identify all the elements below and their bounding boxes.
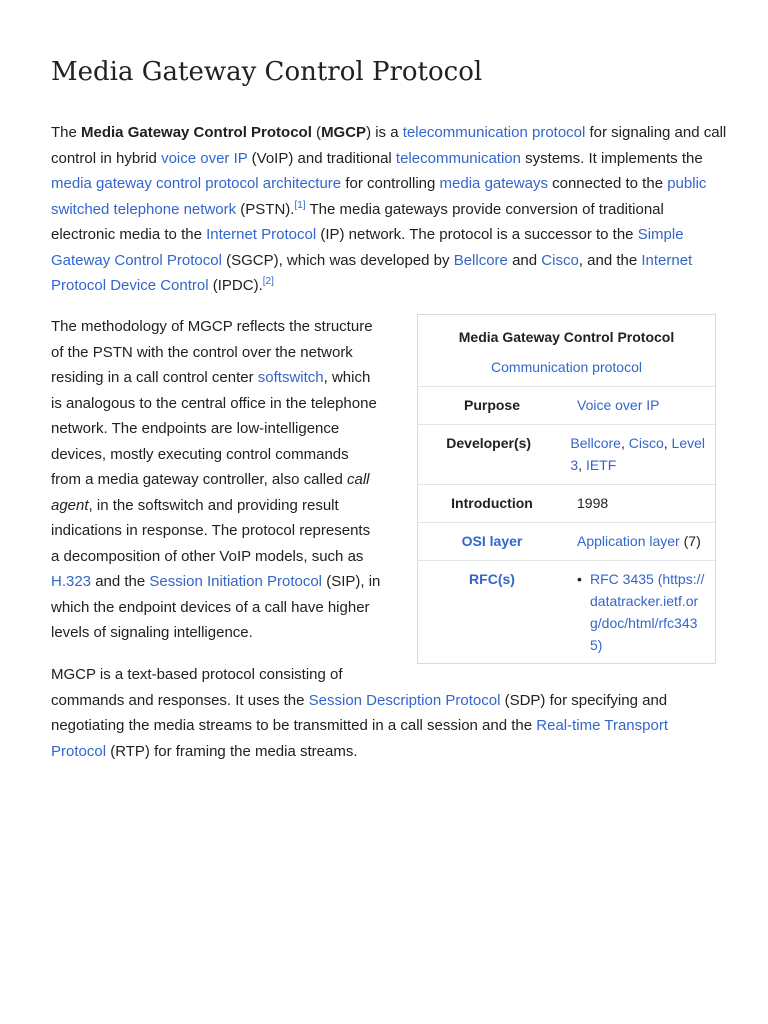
reference-link[interactable]: [1] [294, 199, 306, 211]
text: electronic media to the [51, 226, 207, 243]
text: (RTP) for framing the media streams. [106, 742, 358, 760]
text: (IPDC). [208, 277, 263, 294]
intro-paragraph [51, 120, 727, 299]
link-ipdc[interactable]: Protocol Device Control [51, 277, 209, 294]
text: and the [91, 573, 150, 590]
text: systems. It implements the [520, 149, 703, 167]
text-line: indications in response. The protocol represents [51, 522, 371, 539]
infobox-label: Developer(s) [446, 435, 532, 451]
infobox-title: Media Gateway Control Protocol [458, 329, 675, 345]
link-cisco[interactable]: Cisco [541, 251, 579, 269]
text-protocol-paragraph [51, 662, 723, 764]
text: and [507, 251, 542, 269]
link-rfcs[interactable]: RFC(s) [469, 571, 515, 587]
link-softswitch[interactable]: softswitch [257, 369, 324, 386]
link-sip[interactable]: Session Initiation Protocol [149, 573, 323, 590]
text: for signaling and call [585, 124, 727, 141]
text: ( [311, 124, 322, 141]
infobox-header [418, 315, 715, 387]
text: The [51, 124, 82, 141]
text: (SDP) for specifying and [500, 691, 668, 709]
text-line: MGCP is a text-based protocol consisting of [51, 666, 343, 683]
page-title: Media Gateway Control Protocol [51, 57, 483, 87]
link-rtp[interactable]: Protocol [51, 742, 107, 760]
text: , and the [578, 251, 642, 269]
text-line: of the PSTN with the control over the network [51, 343, 353, 361]
infobox-label: Introduction [451, 495, 533, 511]
text: connected to the [547, 175, 668, 192]
link-telecommunication[interactable]: telecommunication [395, 149, 521, 167]
text: negotiating the media streams to be transmitted in a call session and the [51, 717, 537, 734]
bold-term: Media Gateway Control Protocol [81, 124, 312, 141]
link-level3[interactable]: Level [671, 435, 705, 451]
link-mgcp-architecture[interactable]: media gateway control protocol architecture [51, 175, 342, 192]
text: (VoIP) and traditional [247, 149, 396, 167]
rfc-list [577, 568, 705, 656]
text: (PSTN). [236, 200, 295, 218]
text: (7) [679, 533, 701, 549]
text: (SIP), in [322, 573, 381, 590]
text: ) is a [366, 124, 403, 141]
link-communication-protocol[interactable]: Communication protocol [491, 359, 642, 375]
link-telecommunication-protocol[interactable]: telecommunication protocol [402, 124, 586, 141]
rfc-link-line: • RFC 3435 (https:// [590, 571, 705, 587]
separator: , [620, 435, 629, 451]
link-ipdc[interactable]: Internet [641, 251, 693, 269]
reference-link[interactable]: [2] [262, 276, 274, 287]
link-osi-layer[interactable]: OSI layer [461, 533, 523, 549]
link-application-layer[interactable]: Application layer [577, 533, 680, 549]
text: (SGCP), which was developed by [221, 251, 454, 269]
link-sdp[interactable]: Session Description Protocol [308, 691, 501, 709]
text: commands and responses. It uses the [51, 691, 309, 709]
link-sgcp[interactable]: Simple [637, 226, 684, 243]
text-line: which the endpoint devices of a call have higher [51, 598, 370, 616]
infobox-row-rfcs [418, 561, 715, 665]
link-bellcore[interactable]: Bellcore [570, 435, 621, 451]
text-line: The methodology of MGCP reflects the structure [51, 318, 373, 335]
infobox-row-purpose [418, 387, 715, 425]
infobox-row-developers [418, 425, 715, 485]
text: (IP) network. The protocol is a successor to the [316, 226, 638, 243]
separator: , [578, 457, 586, 473]
text: The media gateways provide conversion of traditional [305, 200, 664, 218]
infobox [417, 314, 716, 664]
link-rfc-3435[interactable] [590, 568, 705, 656]
text-line: is analogous to the central office in the telephone [51, 394, 377, 412]
link-pstn[interactable]: switched telephone network [51, 200, 237, 218]
rfc-link-line: g/doc/html/rfc343 [590, 615, 698, 631]
link-voice-over-ip[interactable]: voice over IP [161, 149, 248, 167]
text: from a media gateway controller, also called [51, 471, 347, 488]
link-cisco[interactable]: Cisco [628, 435, 664, 451]
rfc-link-line: 5) [590, 637, 603, 653]
text: residing in a call control center [51, 369, 258, 386]
link-sgcp[interactable]: Gateway Control Protocol [51, 251, 222, 269]
infobox-row-osi-layer [418, 523, 715, 561]
link-voice-over-ip[interactable]: Voice over IP [577, 397, 660, 413]
text: for controlling [341, 175, 440, 192]
link-media-gateways[interactable]: media gateways [439, 175, 548, 192]
infobox-value: 1998 [577, 495, 609, 511]
infobox-row-introduction [418, 485, 715, 523]
link-internet-protocol[interactable]: Internet Protocol [206, 226, 317, 243]
methodology-paragraph [51, 314, 387, 646]
separator: , [663, 435, 672, 451]
italic-term: agent [51, 496, 89, 514]
link-pstn[interactable]: public [667, 175, 707, 192]
italic-term: call [346, 471, 370, 488]
text-line: levels of signaling intelligence. [51, 624, 253, 641]
list-item [577, 568, 705, 656]
text-line: a decomposition of other VoIP models, such as [51, 547, 364, 565]
infobox-label: Purpose [463, 397, 520, 413]
bold-abbreviation: MGCP [321, 124, 367, 141]
link-rtp[interactable]: Real-time Transport [536, 717, 668, 734]
text: , which [323, 369, 371, 386]
text-line: network. The endpoints are low-intelligence [51, 420, 340, 437]
link-bellcore[interactable]: Bellcore [453, 251, 508, 269]
text: control in hybrid [51, 149, 162, 167]
text: , in the softswitch and providing result [88, 496, 339, 514]
rfc-link-line: datatracker.ietf.or [590, 593, 699, 609]
link-ietf[interactable]: IETF [585, 457, 617, 473]
link-level3[interactable]: 3 [570, 457, 579, 473]
link-h323[interactable]: H.323 [51, 573, 92, 590]
text-line: devices, mostly executing control commands [51, 445, 349, 463]
